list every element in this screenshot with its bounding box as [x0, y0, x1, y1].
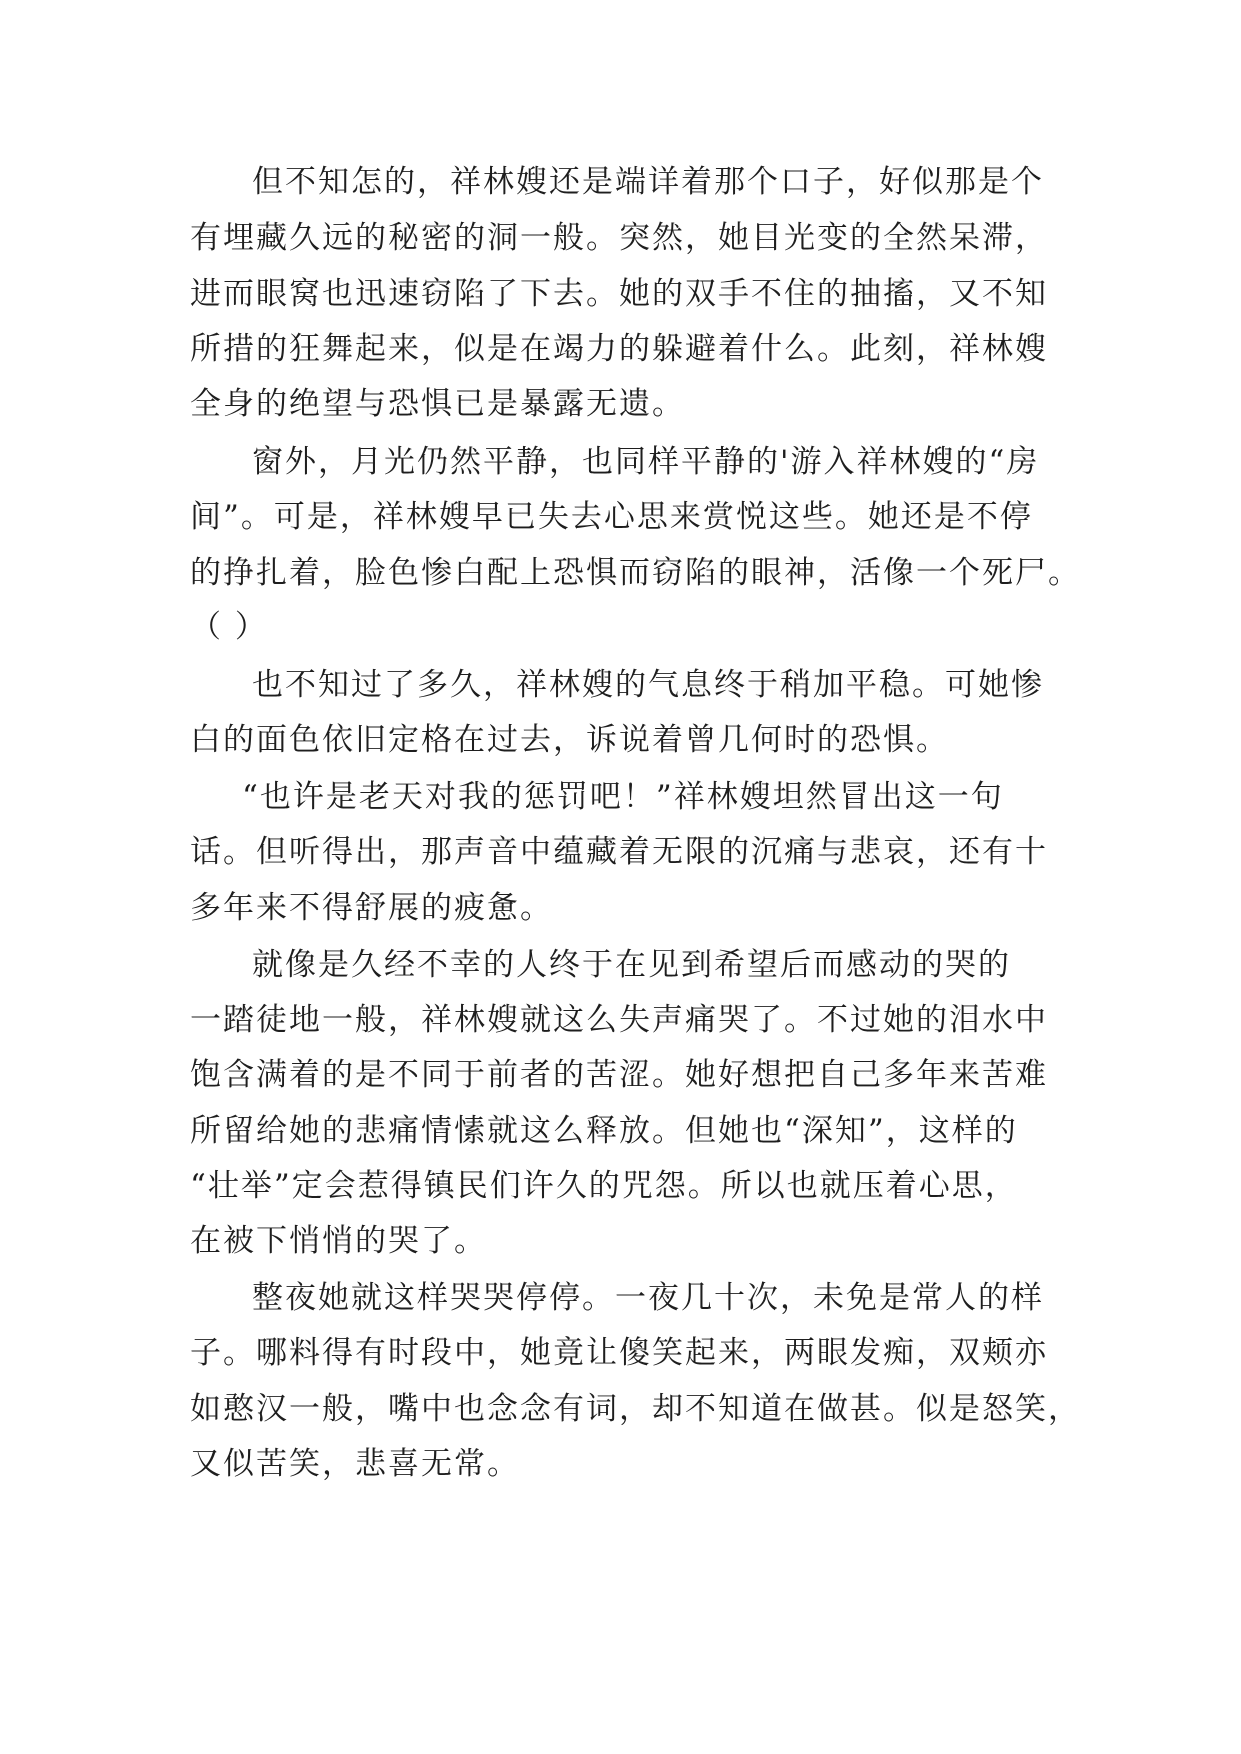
paragraph-4-line-2: 话。但听得出，那声音中蕴藏着无限的沉痛与悲哀，还有十: [190, 834, 1048, 870]
paragraph-2-line-4: （ ）: [190, 609, 268, 645]
paragraph-5-line-3: 饱含满着的是不同于前者的苦涩。她好想把自己多年来苦难: [190, 1057, 1048, 1093]
paragraph-1-line-1: 但不知怎的，祥林嫂还是端详着那个口子，好似那是个: [252, 164, 1044, 200]
paragraph-5-line-1: 就像是久经不幸的人终于在见到希望后而感动的哭的: [252, 947, 1011, 983]
paragraph-2-line-3: 的挣扎着，脸色惨白配上恐惧而窃陷的眼神，活像一个死尸。: [190, 555, 1081, 591]
paragraph-4-line-1: “也许是老天对我的惩罚吧！”祥林嫂坦然冒出这一句: [242, 779, 1004, 815]
paragraph-6-line-4: 又似苦笑，悲喜无常。: [190, 1446, 520, 1482]
paragraph-5-line-2: 一踏徒地一般，祥林嫂就这么失声痛哭了。不过她的泪水中: [190, 1002, 1048, 1038]
paragraph-1-line-5: 全身的绝望与恐惧已是暴露无遗。: [190, 386, 685, 422]
paragraph-1-line-2: 有埋藏久远的秘密的洞一般。突然，她目光变的全然呆滞，: [190, 220, 1048, 256]
paragraph-2-line-2: 间”。可是，祥林嫂早已失去心思来赏悦这些。她还是不停: [190, 499, 1033, 535]
paragraph-1-line-3: 进而眼窝也迅速窃陷了下去。她的双手不住的抽搐，又不知: [190, 276, 1048, 312]
paragraph-3-line-1: 也不知过了多久，祥林嫂的气息终于稍加平稳。可她惨: [252, 667, 1044, 703]
paragraph-6-line-1: 整夜她就这样哭哭停停。一夜几十次，未免是常人的样: [252, 1280, 1044, 1316]
paragraph-1-line-4: 所措的狂舞起来，似是在竭力的躲避着什么。此刻，祥林嫂: [190, 331, 1048, 367]
paragraph-5-line-5: “壮举”定会惹得镇民们许久的咒怨。所以也就压着心思，: [190, 1168, 1018, 1204]
paragraph-5-line-4: 所留给她的悲痛情愫就这么释放。但她也“深知”，这样的: [190, 1113, 1018, 1149]
paragraph-5-line-6: 在被下悄悄的哭了。: [190, 1223, 487, 1259]
paragraph-2-line-1: 窗外，月光仍然平静，也同样平静的'游入祥林嫂的“房: [252, 444, 1040, 480]
paragraph-6-line-2: 子。哪料得有时段中，她竟让傻笑起来，两眼发痴，双颊亦: [190, 1335, 1048, 1371]
paragraph-3-line-2: 白的面色依旧定格在过去，诉说着曾几何时的恐惧。: [190, 722, 949, 758]
paragraph-4-line-3: 多年来不得舒展的疲惫。: [190, 890, 553, 926]
paragraph-6-line-3: 如憨汉一般，嘴中也念念有词，却不知道在做甚。似是怒笑，: [190, 1391, 1081, 1427]
